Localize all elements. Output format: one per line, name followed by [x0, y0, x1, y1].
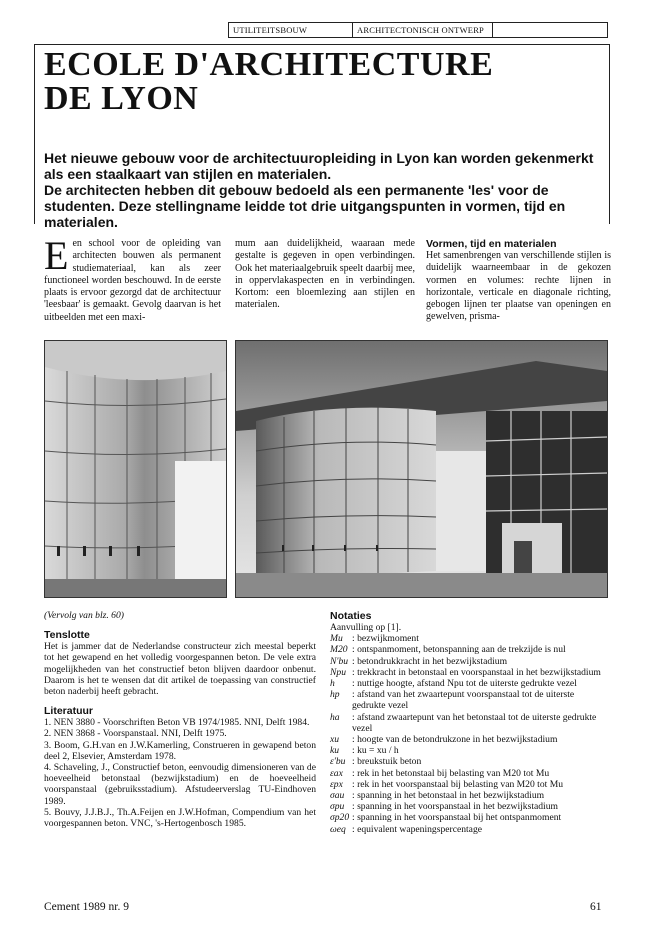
- body-col3-text: Het samenbrengen van verschillende stijlen is duidelijk waarneembaar in de gekozen vormen en volumes: rechte lijnen in horizontale, verticale en diagonale richting, gebogen lijnen ter plaatse van openingen en gewelven, prisma-: [426, 250, 611, 323]
- notation-row: [330, 656, 608, 667]
- notation-description: : ontspanmoment, betonspanning aan de trekzijde is nul: [352, 644, 566, 656]
- notation-description: : trekkracht in betonstaal en voorspanstaal in het bezwijkstadium: [352, 666, 601, 678]
- lead-p1: Het nieuwe gebouw voor de architectuuropleiding in Lyon kan worden gekenmerkt als een staalkaart van stijlen en materialen.: [44, 150, 594, 182]
- notation-symbol: εax: [330, 767, 343, 779]
- photo-building-overview-image: [236, 341, 607, 597]
- notation-description: : rek in het voorspanstaal bij belasting van M20 tot Mu: [352, 778, 564, 790]
- notation-symbol: εpx: [330, 778, 343, 790]
- lit-item-2: 2. NEN 3868 - Voorspanstaal. NNI, Delft 1975.: [44, 728, 227, 740]
- notation-symbol: ku: [330, 745, 340, 757]
- article-title-line1: ECOLE D'ARCHITECTURE: [44, 46, 494, 83]
- lit-item-1: 1. NEN 3880 - Voorschriften Beton VB 1974/1985. NNI, Delft 1984.: [44, 717, 310, 729]
- notation-row: [330, 824, 608, 835]
- body-col2-text: mum aan duidelijkheid, waaraan mede gestalte is gegeven in open verbindingen. Ook het materiaalgebruik speelt daarbij mee, in oppervlakaspecten en in verbindingen. Kortom: een bloemlezing aan stijlen en materialen.: [235, 238, 415, 311]
- notations-column: [330, 610, 608, 835]
- article-title-line2: DE LYON: [44, 80, 199, 117]
- notation-description: : spanning in het voorspanstaal bij het ontspanmoment: [352, 812, 562, 824]
- notation-symbol: hp: [330, 689, 340, 701]
- notation-description: : spanning in het voorspanstaal in het bezwijkstadium: [352, 801, 558, 813]
- section-tab-utiliteitsbouw: UTILITEITSBOUW: [228, 22, 353, 38]
- notation-symbol: h: [330, 678, 335, 690]
- lit-item-3: 3. Boom, G.H.van en J.W.Kamerling, Construeren in gewapend beton deel 2, Elsevier, Amsterdam 1978.: [44, 739, 316, 762]
- notation-row: [330, 734, 608, 745]
- notations-list: [330, 633, 608, 835]
- notation-symbol: σpu: [330, 801, 345, 813]
- tenslotte-text: Het is jammer dat de Nederlandse constructeur zich meestal beperkt tot het gewapend en het volledig voorgespannen beton. De vele extra mogelijkheden van het constructief beton blijven daardoor onbenut. Daarom is het te wensen dat dit artikel de toepassing van constructief beton naderbij heeft gebracht.: [44, 641, 316, 698]
- notation-description: : ku = xu / h: [352, 745, 399, 757]
- notation-symbol: σp20: [330, 812, 350, 824]
- page-number: 61: [590, 901, 602, 913]
- title-frame-top: [34, 44, 610, 45]
- notation-row: [330, 689, 608, 711]
- notation-description: : equivalent wapeningspercentage: [352, 823, 482, 835]
- section-tab-architectonisch-ontwerp: ARCHITECTONISCH ONTWERP: [353, 22, 493, 38]
- notation-row: [330, 644, 608, 655]
- continued-from: (Vervolg van blz. 60): [44, 610, 124, 621]
- notation-row: [330, 678, 608, 689]
- notation-symbol: xu: [330, 734, 340, 746]
- photo-building-overview: [235, 340, 608, 598]
- notation-row: [330, 756, 608, 767]
- heading-tenslotte: Tenslotte: [44, 629, 90, 642]
- drop-cap: E: [44, 233, 69, 278]
- photo-facade-curved: [44, 340, 227, 598]
- body-column-2: [235, 238, 415, 312]
- notation-description: : afstand van het zwaartepunt voorspanstaal tot de uiterste gedrukte vezel: [352, 689, 575, 712]
- lead-p2: De architecten hebben dit gebouw bedoeld als een permanente 'les' voor de studenten. Deze stellingname leidde tot drie uitgangspunten in vormen, tijd en materialen.: [44, 182, 566, 230]
- notation-symbol: N'bu: [330, 655, 349, 667]
- body-column-1: [44, 233, 221, 324]
- notation-symbol: Npu: [330, 666, 346, 678]
- notation-description: : betondrukkracht in het bezwijkstadium: [352, 655, 508, 667]
- heading-notaties: Notaties: [330, 610, 372, 622]
- notation-description: : spanning in het betonstaal in het bezwijkstadium: [352, 790, 545, 802]
- notation-symbol: ha: [330, 711, 340, 723]
- title-frame-right: [609, 44, 610, 224]
- notation-row: [330, 790, 608, 801]
- lead-paragraph: [44, 150, 604, 230]
- title-frame-left: [34, 44, 35, 224]
- notation-row: [330, 633, 608, 644]
- body-col1-text: en school voor de opleiding van architecten bouwen als permanent studiemateriaal, kan als zeer functioneel worden beschouwd. In de eerste plaats is ervoor gezorgd dat de architectuur 'leesbaar' is gemaakt. Gevolg daarvan is het uitbeelden met een maxi-: [44, 238, 221, 323]
- notation-row: [330, 779, 608, 790]
- photo-facade-curved-image: [45, 341, 226, 597]
- section-heading-vormen: Vormen, tijd en materialen: [426, 238, 557, 250]
- article-title: [44, 48, 493, 116]
- notation-description: : rek in het betonstaal bij belasting van M20 tot Mu: [352, 767, 550, 779]
- notation-symbol: M20: [330, 644, 348, 656]
- notation-row: [330, 812, 608, 823]
- heading-literatuur: Literatuur: [44, 705, 94, 718]
- notation-row: [330, 801, 608, 812]
- notation-symbol: Mu: [330, 633, 343, 645]
- lit-item-5: 5. Bouvy, J.J.B.J., Th.A.Feijen en J.W.Hofman, Compendium van het voorgespannen beton. VNC, 's-Hertogenbosch 1985.: [44, 806, 316, 830]
- notation-description: : hoogte van de betondrukzone in het bezwijkstadium: [352, 734, 558, 746]
- notation-row: [330, 712, 608, 734]
- notation-description: : bezwijkmoment: [352, 633, 419, 645]
- lower-left-column: [44, 610, 316, 829]
- body-column-3: [426, 238, 611, 324]
- notation-description: : afstand zwaartepunt van het betonstaal tot de uiterste gedrukte vezel: [352, 711, 597, 734]
- section-tabs: [228, 22, 608, 38]
- notation-row: [330, 768, 608, 779]
- footer-publication: Cement 1989 nr. 9: [44, 901, 129, 913]
- section-tab-empty: [493, 22, 608, 38]
- notation-symbol: σau: [330, 790, 345, 802]
- notations-intro: Aanvulling op [1].: [330, 622, 402, 633]
- notation-row: [330, 667, 608, 678]
- notation-symbol: ωeq: [330, 823, 346, 835]
- lit-item-4: 4. Schaveling, J., Constructief beton, eenvoudig dimensioneren van de hoeveelheid betonstaal (bezwijkstadium) en de hoeveelheid voorspanstaal (gebruiksstadium). Afstudeerverslag TU-Eindhoven 1989.: [44, 762, 316, 807]
- notation-description: : nuttige hoogte, afstand Npu tot de uiterste gedrukte vezel: [352, 678, 577, 690]
- notation-row: [330, 745, 608, 756]
- notation-description: : breukstuik beton: [352, 756, 422, 768]
- notation-symbol: ε'bu: [330, 756, 346, 768]
